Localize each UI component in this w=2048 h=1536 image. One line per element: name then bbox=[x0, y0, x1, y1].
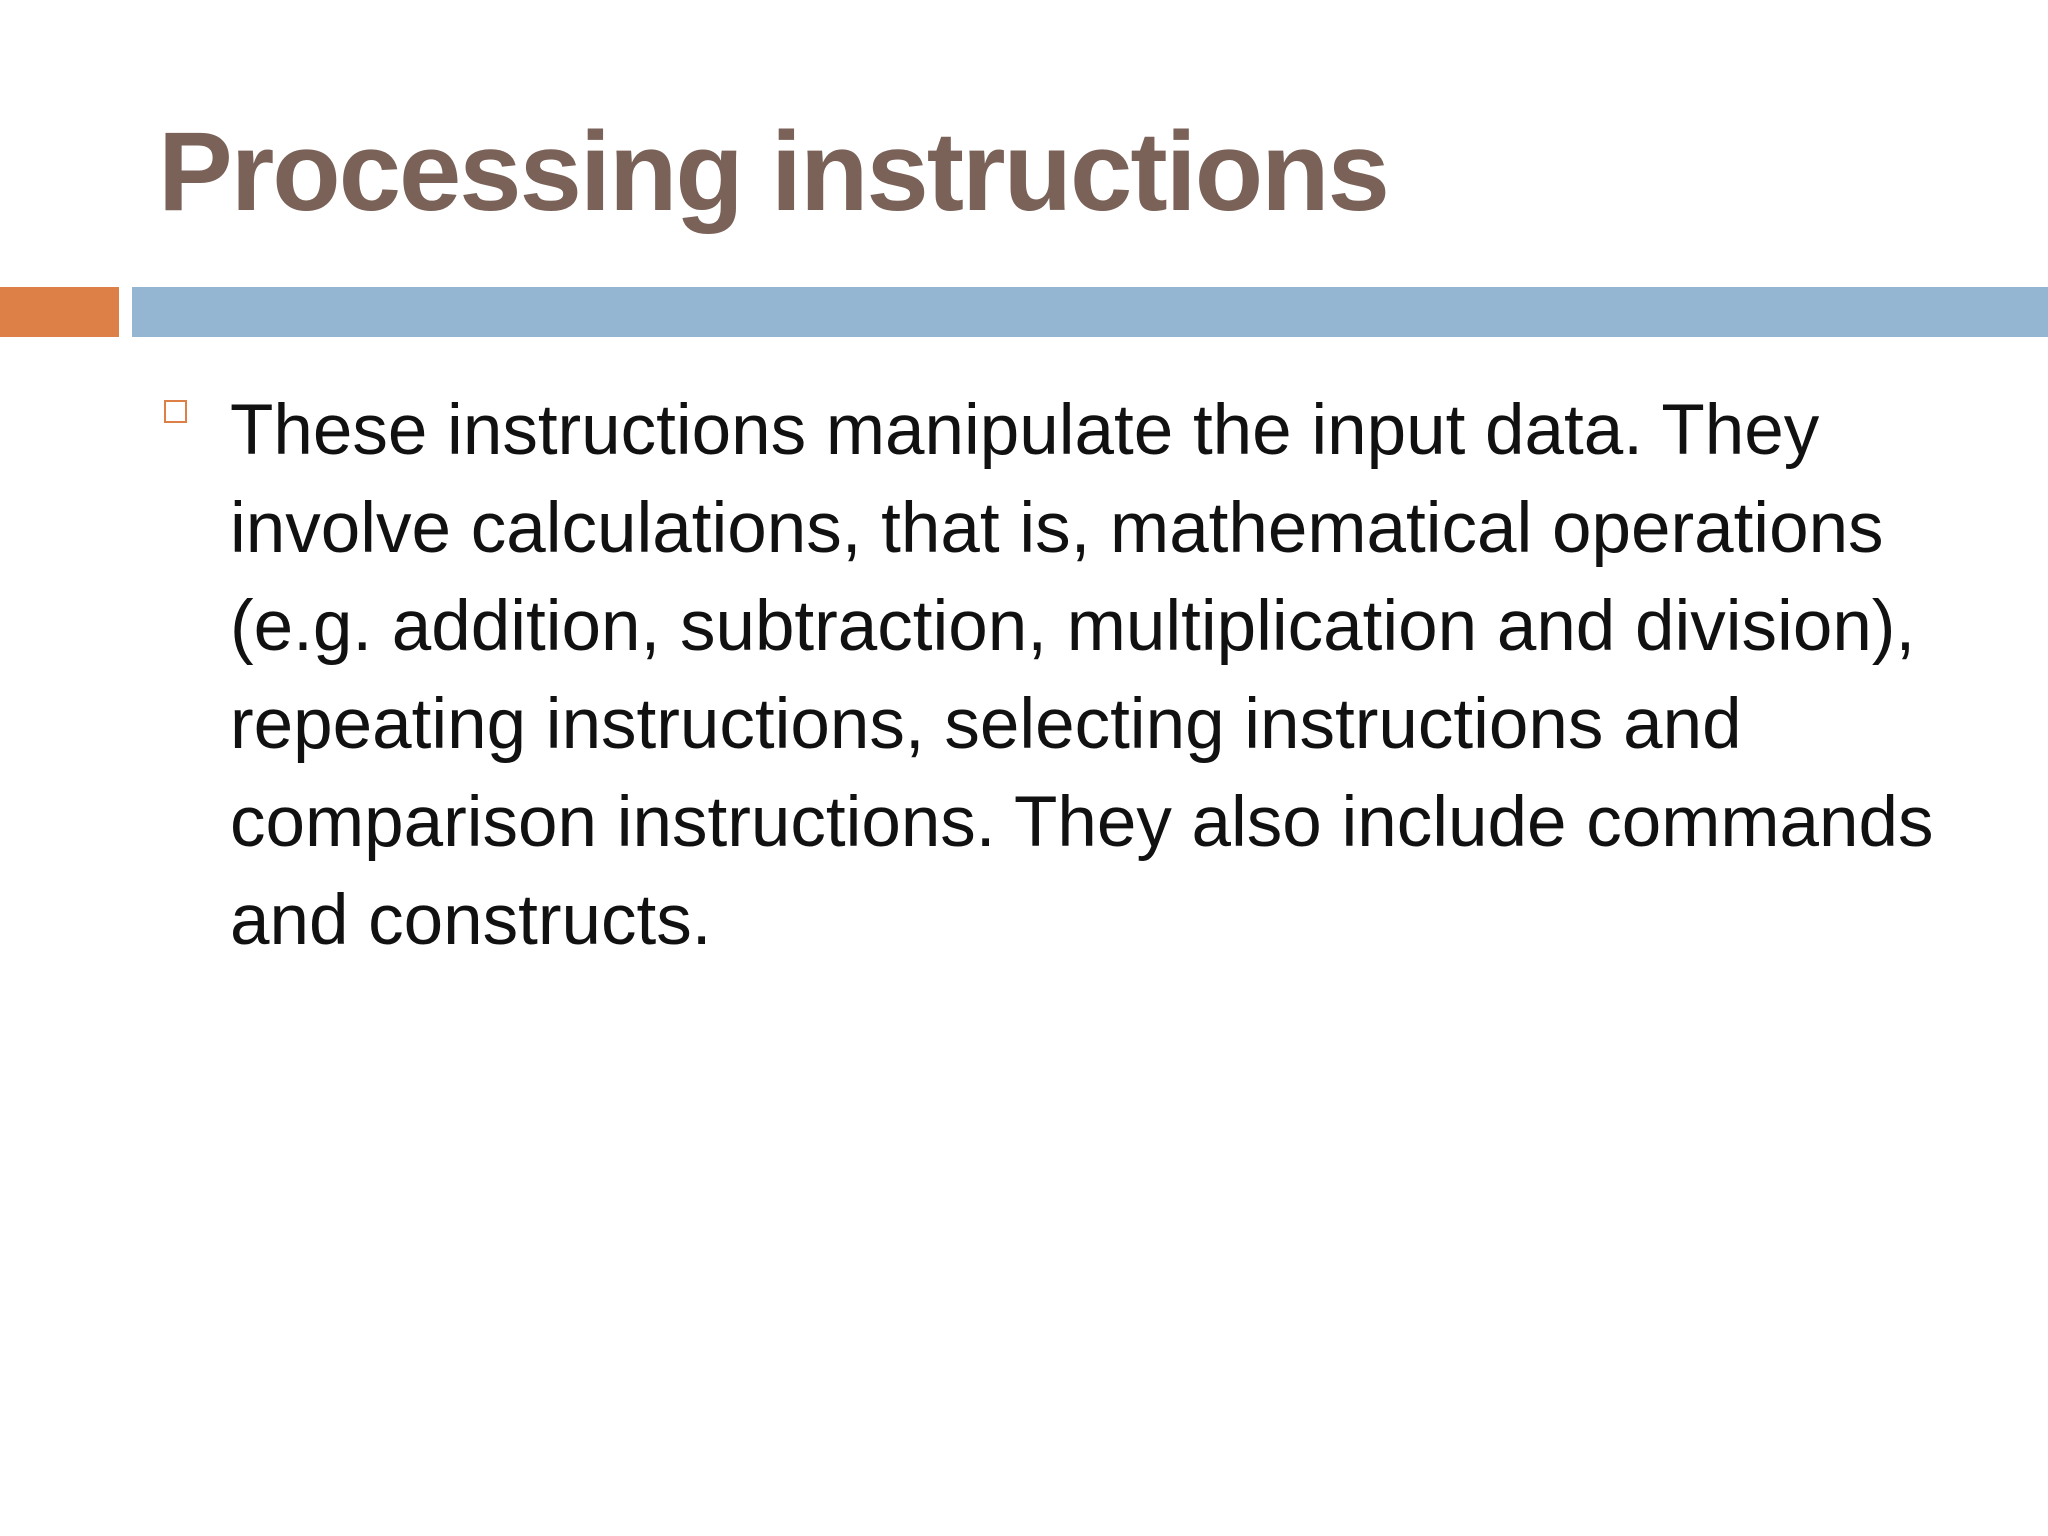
accent-bar-blue bbox=[132, 287, 2048, 337]
bullet-text: These instructions manipulate the input data. They involve calculations, that is, mathematical operations (e.g. addition, subtraction, multiplication and division), repeating instructions, selecting instructions and comparison instructions. They also include commands and constructs. bbox=[230, 391, 1934, 960]
slide-body bbox=[162, 382, 1942, 970]
hollow-square-bullet-icon bbox=[164, 400, 187, 423]
bullet-item bbox=[162, 382, 1942, 970]
accent-bar-orange bbox=[0, 287, 119, 337]
slide-title: Processing instructions bbox=[158, 109, 1388, 234]
